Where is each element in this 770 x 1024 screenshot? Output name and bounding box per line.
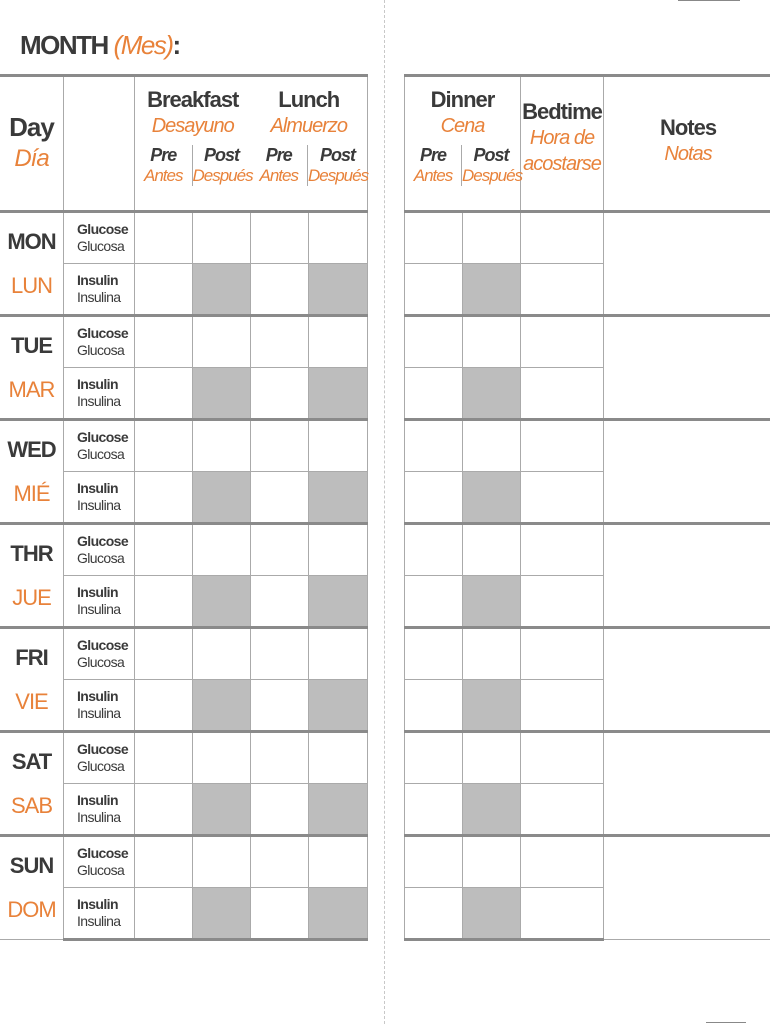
breakfast-pre-glucose-cell[interactable] <box>135 628 193 680</box>
glucose-label <box>64 836 135 888</box>
insulin-label-en: Insulin <box>77 480 118 496</box>
lunch-post-es: Después <box>308 166 369 185</box>
day-name-en: SAT <box>11 748 52 774</box>
insulin-label <box>64 784 135 836</box>
lunch-pre-insulin-cell[interactable] <box>251 576 309 628</box>
bedtime-insulin-cell[interactable] <box>521 472 604 524</box>
breakfast-header <box>135 76 251 212</box>
dinner-post-glucose-cell[interactable] <box>463 420 521 472</box>
bedtime-insulin-cell[interactable] <box>521 264 604 316</box>
dinner-post-glucose-cell[interactable] <box>463 836 521 888</box>
notes-cell[interactable] <box>604 420 770 524</box>
insulin-label <box>64 680 135 732</box>
dinner-pre-insulin-cell[interactable] <box>405 888 463 940</box>
breakfast-pre-insulin-cell[interactable] <box>135 784 193 836</box>
lunch-post-insulin-shaded <box>309 264 368 316</box>
glucose-row <box>0 524 368 576</box>
day-name-es: JUE <box>12 584 51 610</box>
dinner-pre-glucose-cell[interactable] <box>405 420 463 472</box>
dinner-post-glucose-cell[interactable] <box>463 212 521 264</box>
glucose-label <box>64 420 135 472</box>
breakfast-pre-en: Pre <box>150 145 177 165</box>
notes-cell[interactable] <box>604 212 770 316</box>
bedtime-insulin-cell[interactable] <box>521 576 604 628</box>
dinner-post-glucose-cell[interactable] <box>463 732 521 784</box>
lunch-pre-es: Antes <box>259 166 298 185</box>
insulin-label-en: Insulin <box>77 376 118 392</box>
insulin-label <box>64 576 135 628</box>
dinner-header-en: Dinner <box>430 87 495 112</box>
glucose-label <box>64 732 135 784</box>
day-name-en: SUN <box>9 853 54 878</box>
lunch-post-glucose-cell[interactable] <box>309 524 368 576</box>
month-label: MONTH <box>20 30 114 60</box>
breakfast-post-glucose-cell[interactable] <box>193 212 251 264</box>
log-table-left <box>0 74 368 941</box>
breakfast-post-insulin-shaded <box>193 368 251 420</box>
day-name-es: DOM <box>7 897 56 922</box>
day-name-en: TUE <box>11 332 52 358</box>
insulin-label-es: Insulina <box>77 601 121 617</box>
breakfast-post-glucose-cell[interactable] <box>193 628 251 680</box>
dinner-pre-insulin-cell[interactable] <box>405 472 463 524</box>
notes-cell[interactable] <box>604 316 770 420</box>
insulin-label-es: Insulina <box>77 497 121 513</box>
day-cell <box>0 420 64 524</box>
dinner-post-header <box>461 145 523 186</box>
breakfast-pre-insulin-cell[interactable] <box>135 264 193 316</box>
glucose-label <box>64 212 135 264</box>
insulin-label-en: Insulin <box>77 792 118 808</box>
glucose-label-es: Glucosa <box>77 654 125 670</box>
dinner-post-glucose-cell[interactable] <box>463 524 521 576</box>
glucose-row <box>0 212 368 264</box>
breakfast-post-glucose-cell[interactable] <box>193 836 251 888</box>
dinner-pre-insulin-cell[interactable] <box>405 784 463 836</box>
lunch-post-insulin-shaded <box>309 888 368 940</box>
lunch-pre-glucose-cell[interactable] <box>251 836 309 888</box>
breakfast-pre-insulin-cell[interactable] <box>135 472 193 524</box>
breakfast-post-insulin-shaded <box>193 784 251 836</box>
lunch-pre-en: Pre <box>265 145 292 165</box>
glucose-label <box>64 316 135 368</box>
breakfast-post-header <box>192 145 251 186</box>
breakfast-header-es: Desayuno <box>151 115 234 137</box>
bedtime-insulin-cell[interactable] <box>521 680 604 732</box>
bedtime-glucose-cell[interactable] <box>521 420 604 472</box>
bedtime-glucose-cell[interactable] <box>521 836 604 888</box>
lunch-header-en: Lunch <box>278 87 340 112</box>
dinner-pre-glucose-cell[interactable] <box>405 316 463 368</box>
day-name-en: MON <box>7 228 56 254</box>
month-label-es: (Mes) <box>113 30 173 60</box>
lunch-pre-glucose-cell[interactable] <box>251 420 309 472</box>
lunch-post-insulin-shaded <box>309 680 368 732</box>
insulin-label <box>64 888 135 940</box>
dinner-pre-header <box>405 145 461 186</box>
bedtime-glucose-cell[interactable] <box>521 524 604 576</box>
lunch-header <box>251 76 368 212</box>
day-cell <box>0 524 64 628</box>
lunch-post-glucose-cell[interactable] <box>309 420 368 472</box>
dinner-pre-en: Pre <box>419 145 447 165</box>
lunch-post-insulin-shaded <box>309 472 368 524</box>
dinner-pre-insulin-cell[interactable] <box>405 264 463 316</box>
lunch-pre-insulin-cell[interactable] <box>251 784 309 836</box>
insulin-label <box>64 472 135 524</box>
day-name-es: VIE <box>15 688 48 714</box>
lunch-pre-glucose-cell[interactable] <box>251 628 309 680</box>
lunch-pre-glucose-cell[interactable] <box>251 732 309 784</box>
insulin-label-en: Insulin <box>77 688 118 704</box>
bedtime-glucose-cell[interactable] <box>521 316 604 368</box>
glucose-row <box>405 628 770 680</box>
lunch-header-es: Almuerzo <box>270 115 347 137</box>
bedtime-header-es-2: acostarse <box>523 153 601 175</box>
glucose-label-en: Glucose <box>77 845 129 861</box>
glucose-row <box>405 524 770 576</box>
insulin-label-es: Insulina <box>77 705 121 721</box>
breakfast-post-glucose-cell[interactable] <box>193 316 251 368</box>
bedtime-header-es-1: Hora de <box>529 127 595 149</box>
breakfast-pre-glucose-cell[interactable] <box>135 212 193 264</box>
glucose-row <box>0 836 368 888</box>
glucose-row <box>0 316 368 368</box>
breakfast-header-en: Breakfast <box>147 87 239 112</box>
glucose-label-es: Glucosa <box>77 758 125 774</box>
glucose-label-en: Glucose <box>77 637 129 653</box>
dinner-pre-insulin-cell[interactable] <box>405 576 463 628</box>
lunch-pre-insulin-cell[interactable] <box>251 472 309 524</box>
bedtime-header <box>521 76 604 212</box>
day-name-es: LUN <box>10 272 52 298</box>
dinner-post-en: Post <box>473 145 509 165</box>
dinner-header <box>405 76 521 212</box>
dinner-header-es: Cena <box>440 115 485 137</box>
dinner-pre-insulin-cell[interactable] <box>405 368 463 420</box>
glucose-label-es: Glucosa <box>77 446 125 462</box>
bedtime-insulin-cell[interactable] <box>521 888 604 940</box>
dinner-pre-es: Antes <box>413 166 453 185</box>
day-name-es: MIÉ <box>13 480 50 506</box>
lunch-post-glucose-cell[interactable] <box>309 732 368 784</box>
day-cell <box>0 628 64 732</box>
breakfast-pre-insulin-cell[interactable] <box>135 368 193 420</box>
insulin-label-es: Insulina <box>77 809 121 825</box>
day-header <box>0 76 64 212</box>
insulin-label-es: Insulina <box>77 913 121 929</box>
glucose-row <box>405 420 770 472</box>
glucose-label <box>64 628 135 680</box>
glucose-row <box>0 628 368 680</box>
glucose-label-es: Glucosa <box>77 238 125 254</box>
lunch-pre-glucose-cell[interactable] <box>251 212 309 264</box>
lunch-post-insulin-shaded <box>309 784 368 836</box>
day-name-es: SAB <box>10 792 53 818</box>
insulin-label-en: Insulin <box>77 584 118 600</box>
dinner-pre-glucose-cell[interactable] <box>405 212 463 264</box>
breakfast-pre-glucose-cell[interactable] <box>135 316 193 368</box>
breakfast-pre-glucose-cell[interactable] <box>135 524 193 576</box>
dinner-post-insulin-shaded <box>463 368 521 420</box>
glucose-label-en: Glucose <box>77 533 129 549</box>
glucose-row <box>405 732 770 784</box>
dinner-post-insulin-shaded <box>463 576 521 628</box>
lunch-pre-insulin-cell[interactable] <box>251 368 309 420</box>
day-name-en: WED <box>7 436 56 462</box>
dinner-post-insulin-shaded <box>463 264 521 316</box>
bedtime-insulin-cell[interactable] <box>521 368 604 420</box>
bedtime-header-en: Bedtime <box>522 99 602 124</box>
insulin-label-en: Insulin <box>77 896 118 912</box>
breakfast-pre-glucose-cell[interactable] <box>135 420 193 472</box>
bedtime-glucose-cell[interactable] <box>521 212 604 264</box>
insulin-label-en: Insulin <box>77 272 118 288</box>
glucose-row <box>405 836 770 888</box>
notes-header-es: Notas <box>664 143 712 165</box>
glucose-label <box>64 524 135 576</box>
breakfast-post-insulin-shaded <box>193 576 251 628</box>
breakfast-post-insulin-shaded <box>193 264 251 316</box>
day-cell <box>0 836 64 940</box>
dinner-post-insulin-shaded <box>463 784 521 836</box>
notes-header <box>604 76 770 212</box>
lunch-pre-glucose-cell[interactable] <box>251 524 309 576</box>
lunch-post-glucose-cell[interactable] <box>309 212 368 264</box>
insulin-label <box>64 264 135 316</box>
day-name-en: FRI <box>15 644 48 670</box>
glucose-label-en: Glucose <box>77 325 129 341</box>
glucose-label-en: Glucose <box>77 741 129 757</box>
lunch-post-glucose-cell[interactable] <box>309 316 368 368</box>
crop-mark-top <box>678 0 740 1</box>
center-fold-line <box>384 0 385 1024</box>
dinner-post-glucose-cell[interactable] <box>463 316 521 368</box>
glucose-row <box>0 420 368 472</box>
glucose-label-en: Glucose <box>77 429 129 445</box>
lunch-post-header <box>307 145 367 186</box>
breakfast-pre-insulin-cell[interactable] <box>135 888 193 940</box>
dinner-pre-glucose-cell[interactable] <box>405 836 463 888</box>
breakfast-post-es: Después <box>192 166 253 185</box>
notes-cell[interactable] <box>604 836 770 940</box>
breakfast-post-glucose-cell[interactable] <box>193 732 251 784</box>
day-header-es: Día <box>14 145 49 172</box>
dinner-pre-glucose-cell[interactable] <box>405 628 463 680</box>
breakfast-post-glucose-cell[interactable] <box>193 524 251 576</box>
breakfast-pre-insulin-cell[interactable] <box>135 680 193 732</box>
month-colon: : <box>172 30 180 60</box>
log-table-right <box>404 74 770 941</box>
notes-header-en: Notes <box>659 115 717 140</box>
breakfast-post-glucose-cell[interactable] <box>193 420 251 472</box>
day-cell <box>0 316 64 420</box>
lunch-pre-header <box>251 145 308 186</box>
lunch-pre-insulin-cell[interactable] <box>251 264 309 316</box>
dinner-post-insulin-shaded <box>463 680 521 732</box>
day-name-en: THR <box>10 540 53 566</box>
bedtime-glucose-cell[interactable] <box>521 628 604 680</box>
day-cell <box>0 212 64 316</box>
breakfast-pre-insulin-cell[interactable] <box>135 576 193 628</box>
insulin-label <box>64 368 135 420</box>
notes-cell[interactable] <box>604 628 770 732</box>
lunch-post-glucose-cell[interactable] <box>309 836 368 888</box>
dinner-pre-glucose-cell[interactable] <box>405 524 463 576</box>
dinner-pre-insulin-cell[interactable] <box>405 680 463 732</box>
lunch-pre-insulin-cell[interactable] <box>251 888 309 940</box>
breakfast-pre-es: Antes <box>144 166 183 185</box>
dinner-post-es: Después <box>462 166 523 185</box>
lunch-post-glucose-cell[interactable] <box>309 628 368 680</box>
bedtime-insulin-cell[interactable] <box>521 784 604 836</box>
day-name-es: MAR <box>8 376 55 402</box>
lunch-post-insulin-shaded <box>309 368 368 420</box>
dinner-post-glucose-cell[interactable] <box>463 628 521 680</box>
breakfast-post-insulin-shaded <box>193 472 251 524</box>
glucose-label-es: Glucosa <box>77 862 125 878</box>
lunch-pre-insulin-cell[interactable] <box>251 680 309 732</box>
day-header-en: Day <box>9 112 54 142</box>
breakfast-post-insulin-shaded <box>193 888 251 940</box>
lunch-post-insulin-shaded <box>309 576 368 628</box>
breakfast-post-en: Post <box>203 145 239 165</box>
bedtime-glucose-cell[interactable] <box>521 732 604 784</box>
breakfast-post-insulin-shaded <box>193 680 251 732</box>
breakfast-pre-header <box>135 145 192 186</box>
notes-cell[interactable] <box>604 732 770 836</box>
glucose-label-es: Glucosa <box>77 342 125 358</box>
lunch-post-en: Post <box>319 145 355 165</box>
insulin-label-es: Insulina <box>77 393 121 409</box>
glucose-row <box>405 212 770 264</box>
dinner-post-insulin-shaded <box>463 472 521 524</box>
glucose-label-es: Glucosa <box>77 550 125 566</box>
dinner-post-insulin-shaded <box>463 888 521 940</box>
glucose-row <box>405 316 770 368</box>
month-field[interactable] <box>20 30 180 61</box>
glucose-row <box>0 732 368 784</box>
day-cell <box>0 732 64 836</box>
notes-cell[interactable] <box>604 524 770 628</box>
dinner-pre-glucose-cell[interactable] <box>405 732 463 784</box>
crop-mark-bottom <box>706 1022 746 1023</box>
breakfast-pre-glucose-cell[interactable] <box>135 732 193 784</box>
breakfast-pre-glucose-cell[interactable] <box>135 836 193 888</box>
insulin-label-es: Insulina <box>77 289 121 305</box>
lunch-pre-glucose-cell[interactable] <box>251 316 309 368</box>
label-header-blank <box>64 76 135 212</box>
glucose-label-en: Glucose <box>77 221 129 237</box>
